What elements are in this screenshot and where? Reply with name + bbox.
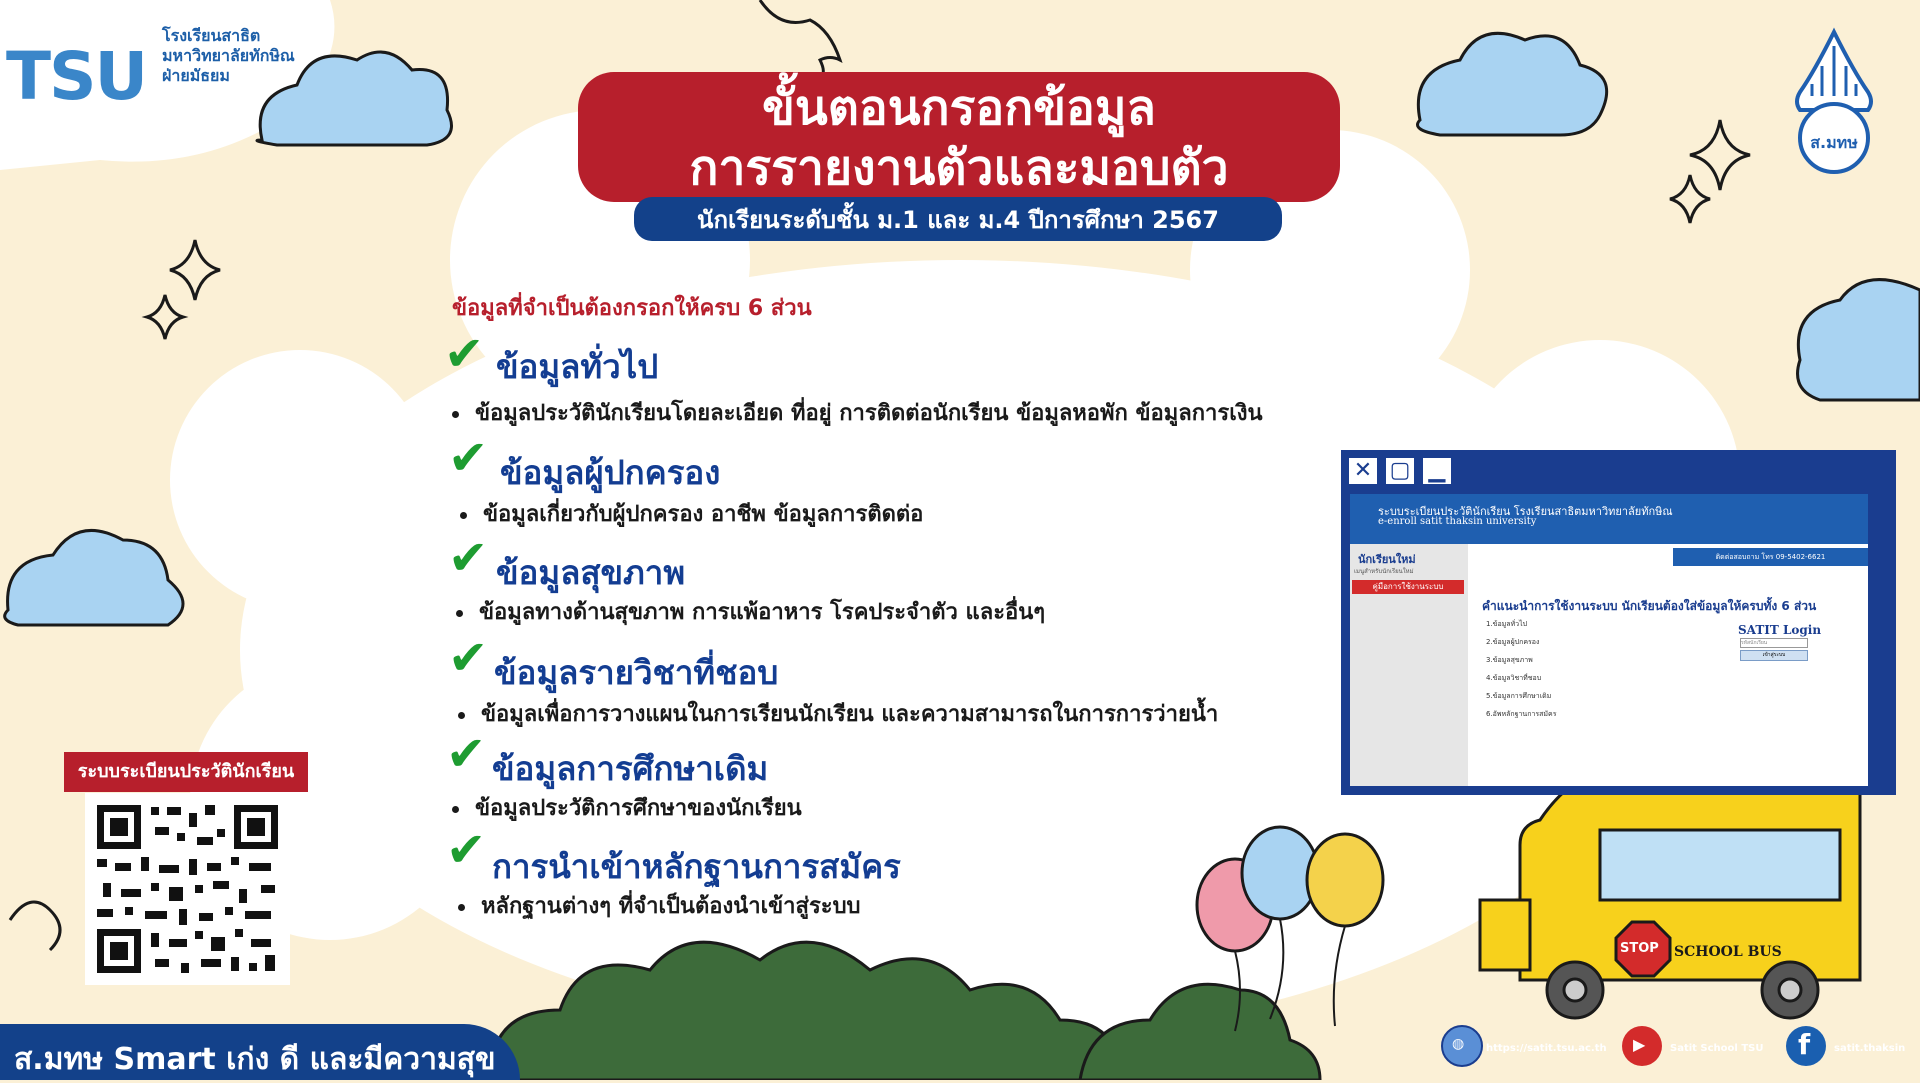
footer-slogan: ส.มทษ Smart เก่ง ดี และมีความสุข <box>14 1042 496 1077</box>
school-name-line3: ฝ่ายมัธยม <box>162 66 230 85</box>
instructions-list <box>1486 620 1556 719</box>
site-subtitle: e-enroll satit thaksin university <box>1378 516 1537 527</box>
minimize-icon: ▁ <box>1423 458 1451 484</box>
sidebar-heading: นักเรียนใหม่ <box>1358 553 1416 566</box>
section-heading: ข้อมูลสุขภาพ <box>496 553 686 592</box>
section-detail-text: ข้อมูลประวัตินักเรียนโดยละเอียด ที่อยู่ การติดต่อนักเรียน ข้อมูลหอพัก ข้อมูลการเงิน <box>475 401 1263 426</box>
youtube-icon: ▶ <box>1633 1035 1646 1054</box>
section-detail <box>452 395 1263 430</box>
check-icon: ✔ <box>446 822 487 878</box>
section-detail-text: ข้อมูลเกี่ยวกับผู้ปกครอง อาชีพ ข้อมูลการติดต่อ <box>483 502 924 527</box>
section-heading: ข้อมูลผู้ปกครอง <box>500 453 721 492</box>
close-icon: ✕ <box>1349 458 1377 484</box>
qr-label: ระบบระเบียนประวัตินักเรียน <box>64 752 308 792</box>
section-detail-text: ข้อมูลประวัติการศึกษาของนักเรียน <box>475 796 802 821</box>
section-detail <box>460 496 923 531</box>
sidebar-subtext: เมนูสำหรับนักเรียนใหม่ <box>1354 568 1414 575</box>
section-heading: ข้อมูลรายวิชาที่ชอบ <box>494 653 779 692</box>
login-title: SATIT Login <box>1738 623 1822 637</box>
page-title-line2: การรายงานตัวและมอบตัว <box>689 140 1229 196</box>
manual-button[interactable]: คู่มือการใช้งานระบบ <box>1352 580 1464 594</box>
school-seal-icon <box>1790 26 1878 176</box>
section-detail-text: ข้อมูลทางด้านสุขภาพ การแพ้อาหาร โรคประจำตัว และอื่นๆ <box>479 600 1046 625</box>
list-item: 1.ข้อมูลทั่วไป <box>1486 620 1528 628</box>
section-heading: การนำเข้าหลักฐานการสมัคร <box>492 847 901 886</box>
tsu-logo: TSU <box>6 38 147 115</box>
section-detail <box>452 790 802 825</box>
check-icon: ✔ <box>448 530 489 586</box>
page-title-line1: ขั้นตอนกรอกข้อมูล <box>762 80 1156 136</box>
section-heading: ข้อมูลทั่วไป <box>496 347 659 386</box>
list-item: 2.ข้อมูลผู้ปกครอง <box>1486 638 1540 646</box>
seal-text: ส.มทษ <box>1810 133 1858 152</box>
list-item: 4.ข้อมูลวิชาที่ชอบ <box>1486 674 1542 682</box>
site-title: ระบบระเบียนประวัตินักเรียน โรงเรียนสาธิตมหาวิทยาลัยทักษิณ <box>1378 505 1673 518</box>
list-item: 6.อัพหลักฐานการสมัคร <box>1486 710 1557 718</box>
check-icon: ✔ <box>446 726 487 782</box>
school-name-line1: โรงเรียนสาธิต <box>162 26 261 45</box>
login-button[interactable]: เข้าสู่ระบบ <box>1740 650 1808 661</box>
section-heading: ข้อมูลการศึกษาเดิม <box>492 749 769 788</box>
list-item: 5.ข้อมูลการศึกษาเดิม <box>1486 692 1552 700</box>
school-name-line2: มหาวิทยาลัยทักษิณ <box>162 46 295 65</box>
facebook-link[interactable]: satit.thaksin <box>1834 1043 1906 1054</box>
section-detail-text: ข้อมูลเพื่อการวางแผนในการเรียนนักเรียน และความสามารถในการการว่ายน้ำ <box>481 702 1219 727</box>
check-icon: ✔ <box>448 430 489 486</box>
qr-code[interactable] <box>85 793 290 985</box>
website-link[interactable]: https://satit.tsu.ac.th <box>1486 1043 1607 1054</box>
bus-label: SCHOOL BUS <box>1674 944 1782 960</box>
section-detail <box>458 888 861 923</box>
username-input[interactable]: รหัสนักเรียน <box>1740 638 1808 648</box>
facebook-icon: f <box>1798 1028 1811 1061</box>
page-subtitle: นักเรียนระดับชั้น ม.1 และ ม.4 ปีการศึกษา 2567 <box>697 206 1219 234</box>
list-item: 3.ข้อมูลสุขภาพ <box>1486 656 1533 664</box>
school-name <box>162 26 295 86</box>
section-detail <box>458 696 1218 731</box>
check-icon: ✔ <box>444 326 485 382</box>
contact-banner: ติดต่อสอบถาม โทร 09-5402-6621 <box>1673 548 1868 566</box>
stop-sign: STOP <box>1620 941 1659 956</box>
section-detail-text: หลักฐานต่างๆ ที่จำเป็นต้องนำเข้าสู่ระบบ <box>481 894 861 919</box>
instructions-heading: คำแนะนำการใช้งานระบบ นักเรียนต้องใส่ข้อมูลให้ครบทั้ง 6 ส่วน <box>1482 599 1817 613</box>
intro-text: ข้อมูลที่จำเป็นต้องกรอกให้ครบ 6 ส่วน <box>452 296 812 321</box>
globe-icon: ◍ <box>1452 1036 1465 1052</box>
youtube-link[interactable]: Satit School TSU <box>1670 1043 1764 1054</box>
section-detail <box>456 594 1045 629</box>
check-icon: ✔ <box>448 630 489 686</box>
maximize-icon: ▢ <box>1386 458 1414 484</box>
